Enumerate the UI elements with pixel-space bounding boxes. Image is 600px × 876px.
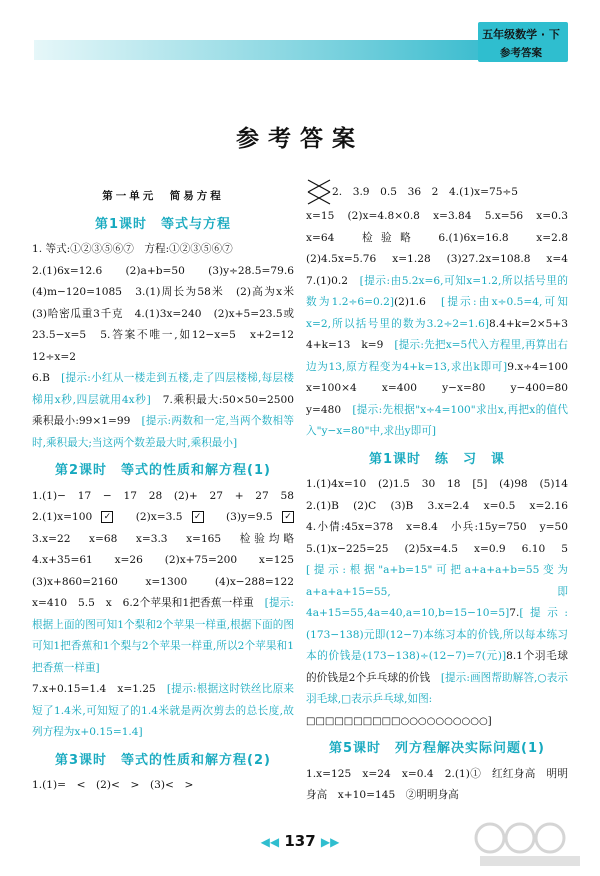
hint-text: [提示:先把x=5代入方程里,再算出右边为13,原方程变为4+k=13,求出k即可] [306, 339, 568, 373]
unit-title: 第一单元 简易方程 [102, 190, 224, 202]
page-number-text: 137 [284, 832, 316, 850]
hint-text: [提示:小红从一楼走到五楼,走了四层楼梯,每层楼梯用x秒,四层就用4x秒] [32, 372, 294, 406]
answer-text: 1.(1)− 17 − 17 28 (2)+ 27 + 27 58 2.(1)x=100 [32, 489, 305, 523]
answer-text: 2. 3.9 0.5 36 2 4.(1)x=75÷5 [332, 186, 519, 198]
hint-text: [提示:先根据"x÷4=100"求出x,再把x的值代入"y−x=80"中,求出y即可] [306, 403, 568, 437]
answer-text: (2)x=3.5 [135, 511, 183, 523]
check-box-icon: ✓ [192, 511, 204, 523]
check-box-icon: ✓ [282, 511, 294, 523]
hint-text: [提示:两数和一定,当两个数相等时,乘积最大;当这两个数差最大时,乘积最小] [32, 415, 294, 449]
answer-text: 7.x+0.15=1.4 x=1.25 [32, 683, 167, 695]
answer-paragraph [306, 474, 579, 711]
left-column [32, 178, 305, 797]
answer-text: 8.1个羽毛球的价钱是2个乒乓球的价钱 [306, 650, 568, 684]
hint-text: [提示:根据这时铁丝比原来短了1.4米,可知短了的1.4米就是两次剪去的总长度,故列方程为x+0.15=1.4] [32, 683, 295, 738]
prev-arrow-icon: ◀◀ [260, 835, 280, 849]
hint-text: [提示:画图帮助解答,○表示羽毛球,□表示乒乓球,如图: [306, 671, 568, 705]
hint-text: [提示:由x÷0.5=4,可知x=2,所以括号里的数为3.2÷2=1.6] [306, 296, 568, 330]
next-arrow-icon: ▶▶ [320, 835, 340, 849]
page-title: 参考答案 [236, 126, 364, 152]
answer-text: 1.(1)4x=10 (2)1.5 30 18 [5] (4)98 (5)14 2.(1)B (2)C (3)B 3.x=2.4 x=0.5 x=2.16 4.小倩:45x=378 x=8.4 小兵:15y=750 y=50 5.(1)x−225=25 (2)5x=4.5 x=0.9 6.10 5 [306, 478, 579, 555]
answer-text: 6.B [32, 372, 62, 384]
hint-text: [提示:根据"a+b=15"可把a+a+a+b=55变为a+a+a+15=55,即4a+15=55,4a=40,a=10,b=15−10=5] [306, 564, 568, 619]
answer-paragraph [306, 178, 568, 206]
answer-paragraph: 1.(1)= < (2)< > (3)< > [32, 779, 194, 791]
header-label: 参考答案 [500, 47, 542, 59]
answer-paragraph [306, 206, 579, 443]
hint-text: [提示:由5.2x=6,可知x=1.2,所以括号里的数为1.2÷6=0.2] [306, 274, 569, 308]
answer-text: 7.乘积最大:50×50=2500 乘积最小:99×1=99 [32, 393, 305, 427]
answer-text: x=15 (2)x=4.8×0.8 x=3.84 5.x=56 x=0.3 x=64 检验略 6.(1)6x=16.8 x=2.8 (2)4.5x=5.76 x=1.28 (3)27.2x=108.8 x=4 7.(1)0.2 [306, 210, 579, 287]
shape-diagram: □□□□□□□□□□○○○○○○○○○○] [306, 715, 492, 727]
right-column [306, 178, 579, 807]
hint-text: [提示:根据上面的图可知1个梨和2个苹果一样重,根据下面的图可知1把香蕉和1个梨与2个苹果一样重,所以2个苹果和1把香蕉一样重] [32, 597, 294, 674]
answer-text: 7. [509, 607, 520, 619]
section-title-5: 第5课时 列方程解决实际问题(1) [329, 741, 545, 756]
answer-paragraph [32, 679, 294, 744]
answer-text: 3.x=22 x=68 x=3.3 x=165 检验均略 4.x+35=61 x=26 (2)x+75=200 x=125 (3)x+860=2160 x=1300 (4)x−288=122 x=410 5.5 x 6.2个苹果和1把香蕉一样重 [32, 532, 305, 609]
watermark-logo [470, 818, 590, 870]
hint-text: [提示:(173−138)元即(12−7)本练习本的价钱,所以每本练习本的价钱是(173−138)÷(12−7)=7(元)] [306, 607, 568, 662]
answer-text: 9.x÷4=100 x=100×4 x=400 y−x=80 y−400=80 y=480 [306, 360, 579, 416]
answer-text: (3)y=9.5 [226, 511, 273, 523]
answer-text: 8.4+k=2×5+3 4+k=13 k=9 [306, 317, 579, 351]
answer-text: (2)1.6 [394, 296, 441, 308]
section-title-3: 第3课时 等式的性质和解方程(2) [55, 752, 271, 768]
check-box-icon: ✓ [101, 511, 113, 523]
header-grade: 五年级数学 · 下 [482, 28, 560, 41]
header-band [34, 40, 554, 60]
answer-paragraph: 2.(1)6x=12.6 (2)a+b=50 (3)y÷28.5=79.6 (4)m−120=1085 3.(1)周长为58米 (2)高为x米 (3)哈密瓜重3千克 4.(1)3x=240 (2)x+5=23.5或23.5−x=5 5.答案不唯一,如12−x=5 x+2=12 12÷x=2 [32, 264, 305, 363]
answer-paragraph [32, 368, 305, 454]
answer-paragraph: 1. 等式:①②③⑤⑥⑦ 方程:①②③⑤⑥⑦ [32, 243, 233, 255]
section-title-4: 第1课时 练 习 课 [368, 451, 506, 467]
section-title-2: 第2课时 等式的性质和解方程(1) [55, 463, 271, 478]
answer-paragraph [32, 486, 305, 680]
matching-lines-icon [306, 178, 332, 206]
section-title-1: 第1课时 等式与方程 [94, 216, 232, 232]
answer-paragraph: 1.x=125 x=24 x=0.4 2.(1)① 红红身高 明明身高 x+10=145 ②明明身高 [306, 767, 568, 801]
